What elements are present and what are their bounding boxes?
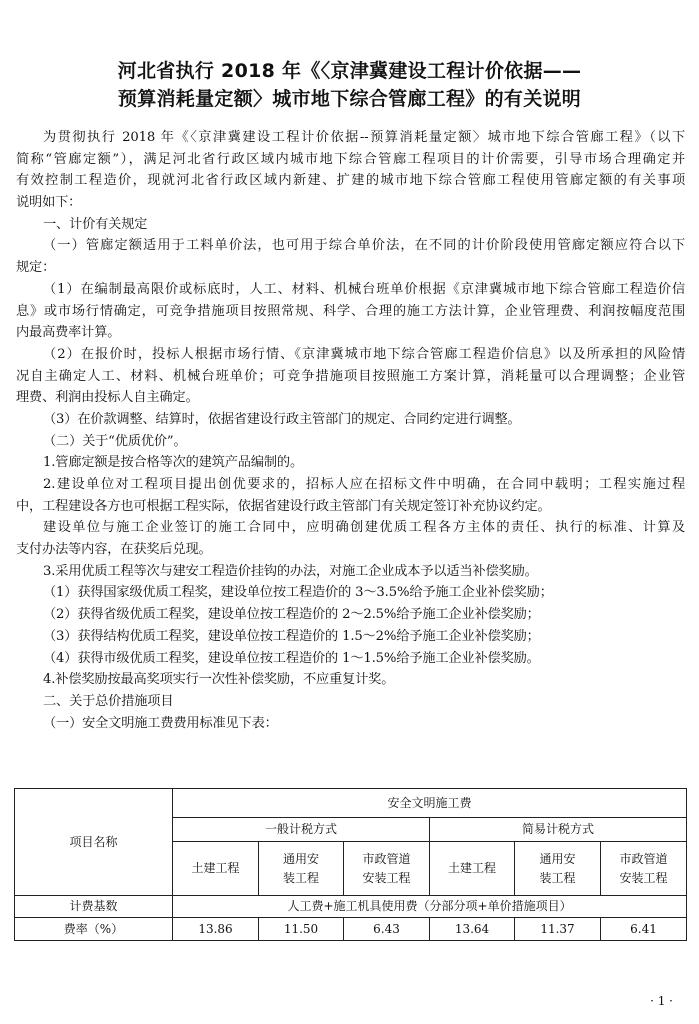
body-line: （2）在报价时，投标人根据市场行情、《京津冀城市地下综合管廊工程造价信息》以及所承担的风险情 [43, 346, 685, 362]
body-line: （3）获得结构优质工程奖，建设单位按工程造价的 1.5～2%给予施工企业补偿奖励； [43, 628, 540, 644]
rate-cell: 11.50 [259, 918, 344, 941]
body-line: 为贯彻执行 2018 年《〈京津冀建设工程计价依据--预算消耗量定额〉城市地下综合管廊工程》（以下 [43, 130, 685, 145]
body-line: 1.管廊定额是按合格等次的建筑产品编制的。 [43, 455, 303, 471]
body-line: （1）获得国家级优质工程奖，建设单位按工程造价的 3～3.5%给予施工企业补偿奖励； [43, 585, 553, 601]
body-line: （一）安全文明施工费费用标准见下表： [43, 715, 278, 731]
body-line: 一、计价有关规定 [43, 216, 148, 232]
rate-label: 费率（%） [15, 918, 173, 941]
header-text: 安装工程 [362, 870, 411, 885]
safety-fee-table [14, 788, 687, 941]
body-line: 理费、利润由投标人自主确定。 [16, 390, 199, 406]
body-line: 2.建设单位对工程项目提出创优要求的，招标人应在招标文件中明确，在合同中载明；工程实施过程 [43, 477, 685, 492]
header-general-tax: 一般计税方式 [173, 818, 430, 842]
body-line: （4）获得市级优质工程奖，建设单位按工程造价的 1～1.5%给予施工企业补偿奖励。 [43, 650, 540, 666]
body-line: 建设单位与施工企业签订的施工合同中，应明确创建优质工程各方主体的责任、执行的标准、计算及 [43, 520, 685, 536]
body-line: （二）关于“优质优价”。 [43, 433, 187, 449]
rate-cell: 11.37 [515, 918, 601, 941]
header-civil-1: 土建工程 [173, 842, 259, 896]
body-line: 4.补偿奖励按最高奖项实行一次性补偿奖励，不应重复计奖。 [43, 672, 395, 688]
header-civil-2: 土建工程 [430, 842, 515, 896]
header-safety-fee: 安全文明施工费 [173, 789, 687, 818]
body-line: 息》或市场行情确定，可竞争措施项目按照常规、科学、合理的施工方法计算，企业管理费、利润按幅度范围 [16, 303, 685, 319]
body-line: 规定： [16, 260, 56, 276]
rate-cell: 13.86 [173, 918, 259, 941]
body-line: （一）管廊定额适用于工料单价法，也可用于综合单价法，在不同的计价阶段使用管廊定额应符合以下 [43, 238, 685, 254]
header-text: 市政管道 [362, 851, 411, 866]
body-line: （1）在编制最高限价或标底时，人工、材料、机械台班单价根据《京津冀城市地下综合管廊工程造价信 [43, 281, 685, 297]
basis-value: 人工费+施工机具使用费（分部分项+单价措施项目） [173, 896, 687, 918]
body-line: 支付办法等内容，在获奖后兑现。 [16, 542, 212, 558]
body-line: （3）在价款调整、结算时，依据省建设行政主管部门的规定、合同约定进行调整。 [43, 411, 521, 427]
document-title-line-1: 河北省执行 2018 年《〈京津冀建设工程计价依据—— [117, 60, 582, 82]
header-text: 通用安 [282, 851, 319, 866]
header-general-install-1 [259, 842, 344, 896]
header-municipal-2 [601, 842, 687, 896]
header-text: 通用安 [539, 851, 576, 866]
page-number: · 1 · [650, 994, 673, 1008]
rate-cell: 6.43 [344, 918, 430, 941]
header-text: 装工程 [539, 870, 576, 885]
body-line: 中，工程建设各方也可根据工程实际，依据省建设行政主管部门有关规定签订补充协议约定。 [16, 498, 551, 514]
header-municipal-1 [344, 842, 430, 896]
document-title-line-2: 预算消耗量定额〉城市地下综合管廊工程》的有关说明 [117, 88, 582, 110]
body-line: 说明如下： [16, 195, 82, 211]
header-simple-tax: 简易计税方式 [430, 818, 687, 842]
body-line: （2）获得省级优质工程奖，建设单位按工程造价的 2～2.5%给予施工企业补偿奖励； [43, 607, 540, 623]
body-line: 况自主确定人工、材料、机械台班单价；可竞争措施项目按照施工方案计算，消耗量可以合理调整；企业管 [16, 368, 685, 384]
basis-label: 计费基数 [15, 896, 173, 918]
header-text: 安装工程 [619, 870, 668, 885]
header-general-install-2 [515, 842, 601, 896]
body-line: 二、关于总价措施项目 [43, 693, 174, 709]
body-line: 3.采用优质工程等次与建安工程造价挂钩的办法，对施工企业成本予以适当补偿奖励。 [43, 563, 538, 579]
header-item-name: 项目名称 [15, 789, 173, 896]
rate-cell: 13.64 [430, 918, 515, 941]
header-text: 市政管道 [619, 851, 668, 866]
header-text: 装工程 [282, 870, 319, 885]
body-line: 简称“管廊定额”），满足河北省行政区域内城市地下综合管廊工程项目的计价需要，引导市场合理确定并 [16, 151, 685, 167]
body-line: 有效控制工程造价，现就河北省行政区域内新建、扩建的城市地下综合管廊工程使用管廊定额的有关事项 [16, 173, 685, 189]
body-line: 内最高费率计算。 [16, 325, 121, 341]
rate-cell: 6.41 [601, 918, 687, 941]
document-body [16, 127, 685, 734]
